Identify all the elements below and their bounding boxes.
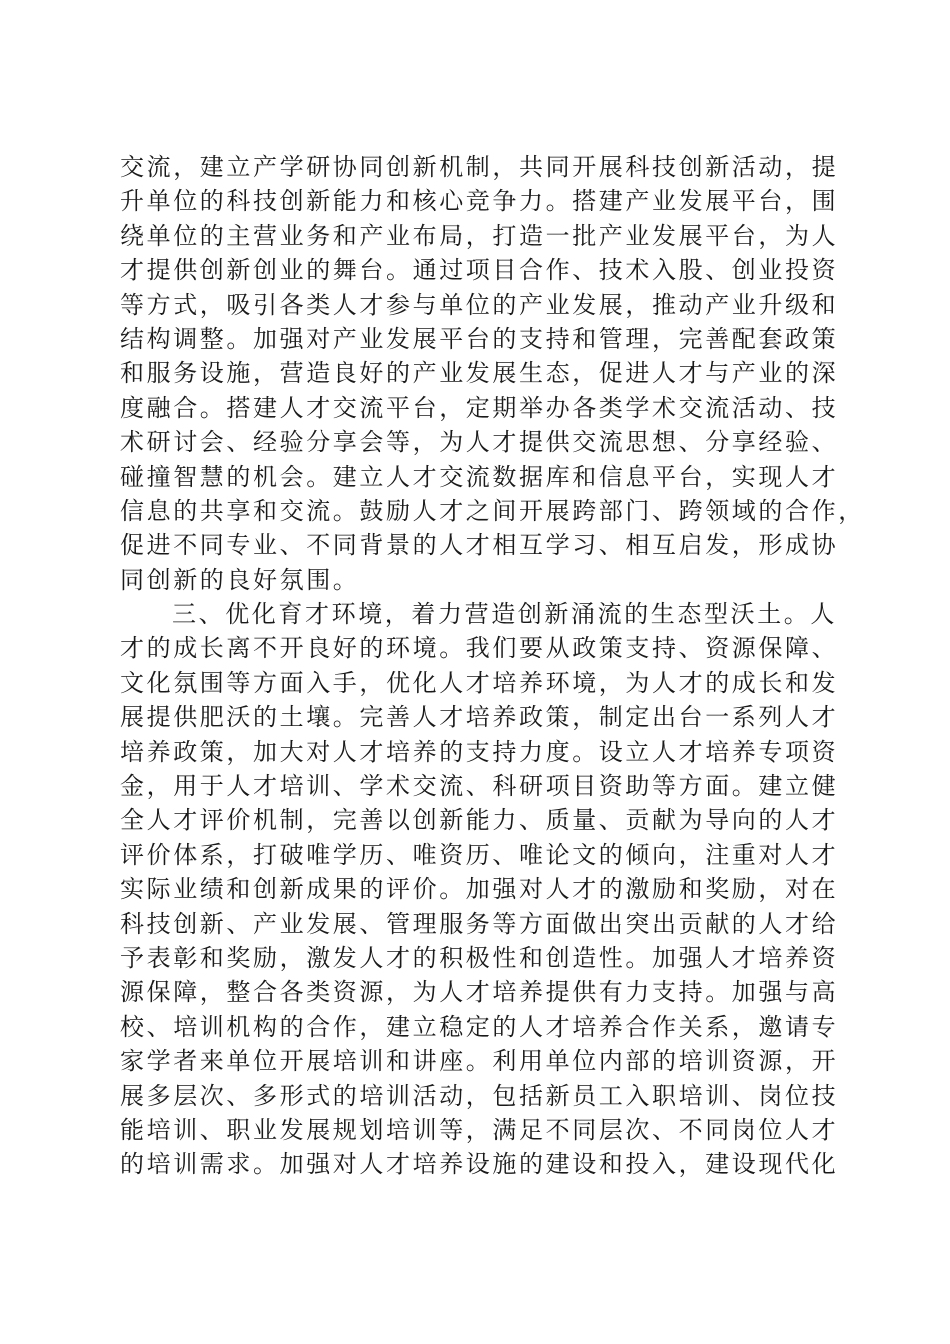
text-line: 和服务设施，营造良好的产业发展生态，促进人才与产业的深: [120, 359, 839, 388]
body-text: [120, 150, 865, 1182]
text-line: 的培训需求。加强对人才培养设施的建设和投入，建设现代化: [120, 1150, 839, 1179]
text-line: 金，用于人才培训、学术交流、科研项目资助等方面。建立健: [120, 772, 839, 801]
text-line: 文化氛围等方面入手，优化人才培养环境，为人才的成长和发: [120, 668, 839, 697]
text-line: 予表彰和奖励，激发人才的积极性和创造性。加强人才培养资: [120, 943, 839, 972]
text-line: 术研讨会、经验分享会等，为人才提供交流思想、分享经验、: [120, 428, 839, 457]
text-line: 绕单位的主营业务和产业布局，打造一批产业发展平台，为人: [120, 221, 839, 250]
text-line: 评价体系，打破唯学历、唯资历、唯论文的倾向，注重对人才: [120, 840, 839, 869]
text-line: 展多层次、多形式的培训活动，包括新员工入职培训、岗位技: [120, 1081, 839, 1110]
text-line: 碰撞智慧的机会。建立人才交流数据库和信息平台，实现人才: [120, 462, 839, 491]
text-line: 结构调整。加强对产业发展平台的支持和管理，完善配套政策: [120, 324, 839, 353]
text-line: 等方式，吸引各类人才参与单位的产业发展，推动产业升级和: [120, 290, 839, 319]
text-line: 才的成长离不开良好的环境。我们要从政策支持、资源保障、: [120, 634, 839, 663]
text-line: 升单位的科技创新能力和核心竞争力。搭建产业发展平台，围: [120, 187, 839, 216]
text-line: 展提供肥沃的土壤。完善人才培养政策，制定出台一系列人才: [120, 703, 839, 732]
text-line: 实际业绩和创新成果的评价。加强对人才的激励和奖励，对在: [120, 875, 839, 904]
text-line: 源保障，整合各类资源，为人才培养提供有力支持。加强与高: [120, 978, 839, 1007]
text-line: 家学者来单位开展培训和讲座。利用单位内部的培训资源，开: [120, 1047, 839, 1076]
text-line: 全人才评价机制，完善以创新能力、质量、贡献为导向的人才: [120, 806, 839, 835]
text-line: 度融合。搭建人才交流平台，定期举办各类学术交流活动、技: [120, 393, 839, 422]
text-line: 同创新的良好氛围。: [120, 565, 360, 594]
text-line: 培养政策，加大对人才培养的支持力度。设立人才培养专项资: [120, 737, 839, 766]
text-line: 校、培训机构的合作，建立稳定的人才培养合作关系，邀请专: [120, 1012, 839, 1041]
text-line: 能培训、职业发展规划培训等，满足不同层次、不同岗位人才: [120, 1115, 839, 1144]
text-line: 促进不同专业、不同背景的人才相互学习、相互启发，形成协: [120, 531, 839, 560]
text-line: 才提供创新创业的舞台。通过项目合作、技术入股、创业投资: [120, 256, 839, 285]
section-heading-line: 三、优化育才环境，着力营造创新涌流的生态型沃土。人: [172, 600, 837, 629]
text-line: 科技创新、产业发展、管理服务等方面做出突出贡献的人才给: [120, 909, 839, 938]
text-line: 交流，建立产学研协同创新机制，共同开展科技创新活动，提: [120, 153, 839, 181]
text-line: 信息的共享和交流。鼓励人才之间开展跨部门、跨领域的合作，: [120, 496, 865, 525]
